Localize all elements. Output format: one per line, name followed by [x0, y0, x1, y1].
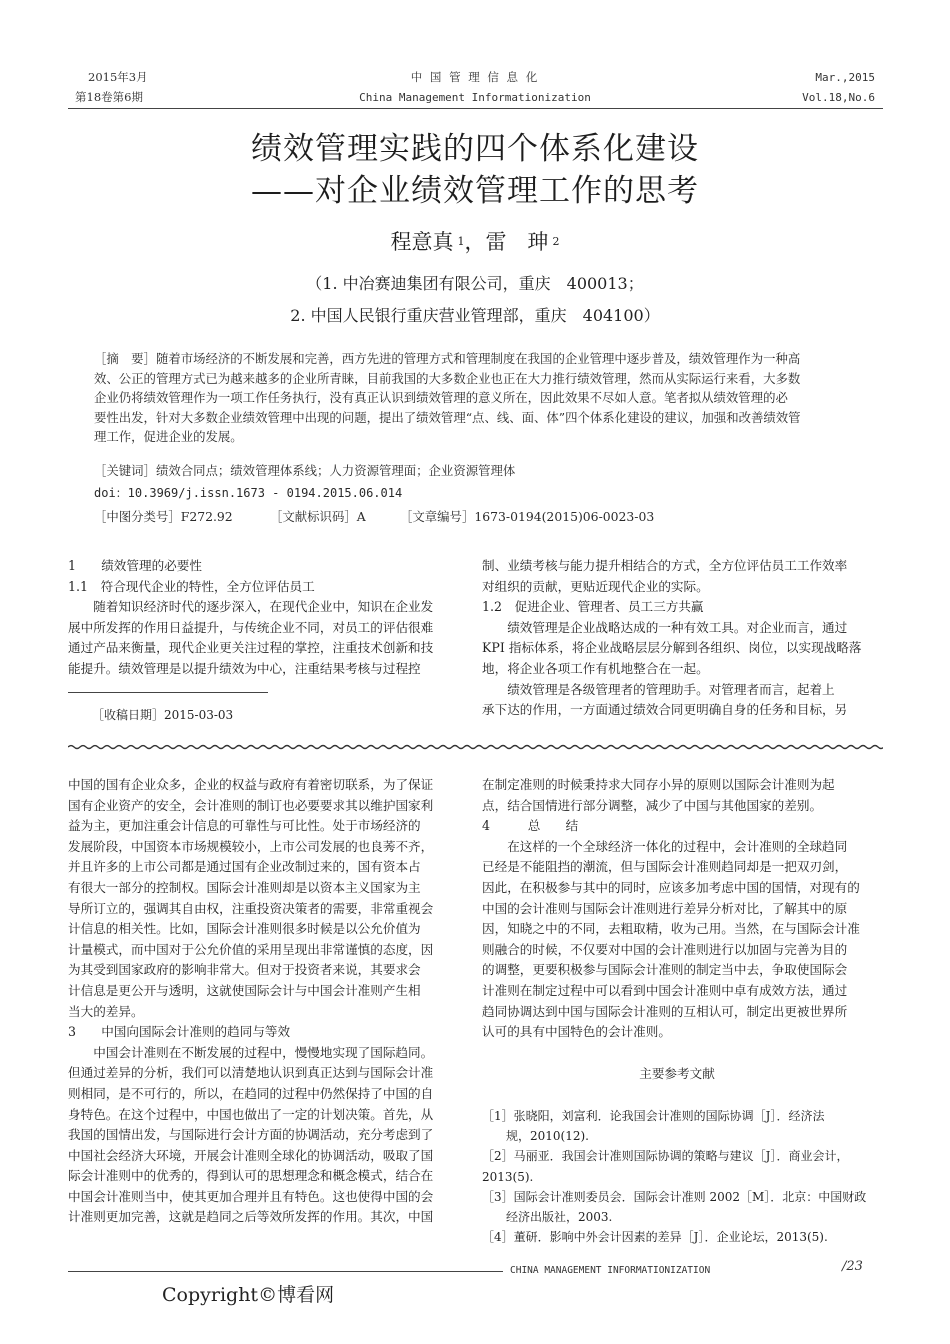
paragraph-line: 身特色。在这个过程中，中国也做出了一定的计划决策。首先，从: [68, 1106, 434, 1122]
copyright-watermark: Copyright©博看网: [162, 1284, 335, 1306]
received-date: ［收稿日期］2015-03-03: [92, 708, 234, 722]
affiliation-1: （1. 中冶赛迪集团有限公司，重庆 400013；: [306, 274, 644, 293]
author-2: 雷 珅: [485, 230, 549, 254]
paragraph-line: 制、业绩考核与能力提升相结合的方式，全方位评估员工工作效率: [482, 558, 848, 573]
reference-item: ［1］张晓阳，刘富利．论我国会计准则的国际协调［J］．经济法: [482, 1109, 825, 1123]
paragraph-line: 则融合的时候，不仅要对中国的会计准则进行以加固与完善为目的: [482, 941, 848, 957]
paragraph-line: 导所订立的，强调其自由权，注重投资决策者的需要，非常重视会: [68, 900, 434, 916]
upper-left-column: [68, 556, 458, 680]
paragraph-line: KPI 指标体系，将企业战略层层分解到各组织、岗位，以实现战略落: [482, 640, 862, 656]
authors: [0, 226, 950, 256]
paragraph-line: 计信息是更公开与透明，这就使国际会计与中国会计准则产生相: [68, 982, 421, 998]
doi: doi：10.3969/j.issn.1673 - 0194.2015.06.014: [94, 486, 403, 500]
paragraph-line: 地，将企业各项工作有机地整合在一起。: [482, 660, 709, 676]
paragraph-line: 发展阶段，中国资本市场规模较小，上市公司发展的也良莠不齐，: [68, 838, 434, 854]
section-heading-1-2: 1.2 促进企业、管理者、员工三方共赢: [482, 599, 704, 615]
references-title: 主要参考文献: [639, 1066, 715, 1081]
paragraph-line: 随着知识经济时代的逐步深入，在现代企业中，知识在企业发: [93, 599, 434, 615]
abstract-line: 效、公正的管理方式已为越来越多的企业所青睐，目前我国的大多数企业也正在大力推行绩效管理，然而从实际运行来看，大多数: [94, 370, 801, 386]
paragraph-line: 能提升。绩效管理是以提升绩效为中心，注重结果考核与过程控: [68, 660, 421, 676]
paragraph-line: 趋同协调达到中国与国际会计准则的互相认可，制定出更被世界所: [482, 1003, 848, 1019]
paragraph-line: 绩效管理是各级管理者的管理助手。对管理者而言，起着上: [507, 681, 835, 697]
paragraph-line: 承下达的作用，一方面通过绩效合同更明确自身的任务和目标，另: [482, 702, 848, 718]
paragraph-line: 国有企业资产的安全，会计准则的制订也必要要求其以维护国家利: [68, 797, 434, 813]
abstract-line: 要性出发，针对大多数企业绩效管理中出现的问题，提出了绩效管理“点、线、面、体”四个体系化建设的建议，加强和改善绩效管: [94, 409, 801, 425]
paragraph-line: 展中所发挥的作用日益提升，与传统企业不同，对员工的评估很难: [68, 619, 434, 635]
abstract-line: 企业仍将绩效管理作为一项工作任务执行，没有真正认识到绩效管理的意义所在，因此效果不尽如人意。笔者拟从绩效管理的必: [94, 390, 788, 405]
paragraph-line: 中国的国有企业众多，企业的权益与政府有着密切联系，为了保证: [68, 777, 434, 792]
paragraph-line: 因此，在积极参与其中的同时，应该多加考虑中国的国情，对现有的: [482, 879, 860, 895]
paragraph-line: 计信息的相关性。比如，国际会计准则很多时候是以公允价值为: [68, 921, 421, 937]
affiliation-2: 2. 中国人民银行重庆营业管理部，重庆 404100）: [290, 306, 660, 325]
article-number: ［文章编号］1673-0194(2015)06-0023-03: [400, 509, 655, 524]
article-title: 绩效管理实践的四个体系化建设: [251, 131, 699, 167]
paragraph-line: 在制定准则的时候秉持求大同存小异的原则以国际会计准则为起: [482, 777, 835, 792]
paragraph-line: 但通过差异的分析，我们可以清楚地认识到真正达到与国际会计准: [68, 1065, 434, 1081]
paragraph-line: 绩效管理是企业战略达成的一种有效工具。对企业而言，通过: [507, 619, 848, 635]
journal-name-en: China Management Informationization: [359, 91, 591, 104]
paragraph-line: 际会计准则中的优秀的，得到认可的思想理念和概念模式，结合在: [68, 1168, 434, 1184]
reference-item: ［4］董研．影响中外会计因素的差异［J］．企业论坛，2013(5).: [482, 1230, 828, 1245]
paragraph-line: 为其受到国家政府的影响非常大。但对于投资者来说，其要求会: [68, 962, 421, 978]
paragraph-line: 已经是不能阻挡的潮流，但与国际会计准则趋同却是一把双刃剑，: [482, 859, 848, 875]
paragraph-line: 中国会计准则当中，使其更加合理并且有特色。这也使得中国的会: [68, 1188, 434, 1204]
paragraph-line: 并且许多的上市公司都是通过国有企业改制过来的，国有资本占: [68, 859, 421, 875]
abstract-line: ［摘 要］随着市场经济的不断发展和完善，西方先进的管理方式和管理制度在我国的企业管理中逐步普及，绩效管理作为一种高: [94, 351, 801, 366]
clc-number: ［中图分类号］F272.92: [94, 509, 233, 524]
paragraph-line: 点，结合国情进行部分调整，减少了中国与其他国家的差别。: [482, 797, 823, 813]
lower-left-column: [68, 775, 458, 1228]
issue-volume-cn: 第18卷第6期: [75, 90, 143, 104]
author-2-affil-mark: 2: [552, 235, 560, 248]
section-heading-1: 1 绩效管理的必要性: [68, 558, 202, 573]
issue-date-cn: 2015年3月: [88, 70, 148, 84]
paragraph-line: 认可的具有中国特色的会计准则。: [482, 1024, 671, 1040]
footer-journal-name: CHINA MANAGEMENT INFORMATIONIZATION: [510, 1265, 711, 1276]
author-1-affil-mark: 1: [457, 235, 465, 248]
section-heading-1-1: 1.1 符合现代企业的特性，全方位评估员工: [68, 578, 315, 594]
footnote-rule: [68, 692, 268, 693]
paragraph-line: 在这样的一个全球经济一体化的过程中，会计准则的全球趋同: [507, 838, 848, 854]
document-code: ［文献标识码］A: [270, 509, 366, 524]
lower-right-column: [482, 775, 872, 1043]
abstract-line: 理工作，促进企业的发展。: [94, 429, 243, 444]
issue-date-en: Mar.,2015: [815, 71, 875, 84]
paragraph-line: 当大的差异。: [68, 1003, 144, 1019]
references-list: [482, 1106, 882, 1247]
issue-volume-en: Vol.18,No.6: [802, 91, 875, 104]
section-heading-4: 4 总 结: [482, 818, 579, 834]
article-subtitle: ——对企业绩效管理工作的思考: [251, 173, 699, 209]
paragraph-line: 对组织的贡献，更贴近现代企业的实际。: [482, 578, 709, 594]
page-number: /23: [842, 1259, 863, 1274]
abstract: [94, 349, 854, 447]
paragraph-line: 中国社会经济大环境，开展会计准则全球化的协调活动，吸取了国: [68, 1147, 434, 1163]
paragraph-line: 有很大一部分的控制权。国际会计准则却是以资本主义国家为主: [68, 879, 421, 895]
paragraph-line: 因，知晓之中的不同，去粗取精，收为己用。当然，在与国际会计准: [482, 921, 860, 937]
paragraph-line: 则相同，是不可行的，所以，在趋同的过程中仍然保持了中国的自: [68, 1085, 434, 1101]
section-heading-3: 3 中国向国际会计准则的趋同与等效: [68, 1024, 291, 1040]
journal-name-cn: 中 国 管 理 信 息 化: [410, 70, 540, 84]
paragraph-line: 通过产品来衡量，现代企业更关注过程的掌控，注重技术创新和技: [68, 640, 434, 656]
paragraph-line: 的调整，更要积极参与国际会计准则的制定当中去，争取使国际会: [482, 962, 848, 978]
paragraph-line: 计准则更加完善，这就是趋同之后等效所发挥的作用。其次，中国: [68, 1209, 434, 1225]
header-rule: [68, 108, 883, 109]
reference-item: ［3］国际会计准则委员会．国际会计准则 2002［M］．北京：中国财政: [482, 1189, 867, 1204]
paragraph-line: 我国的国情出发，与国际进行会计方面的协调活动，充分考虑到了: [68, 1127, 434, 1143]
upper-right-column: [482, 556, 872, 721]
footer-rule: [68, 1271, 503, 1272]
author-separator: ，: [464, 230, 486, 254]
author-1: 程意真: [390, 230, 454, 254]
paragraph-line: 计准则在制定过程中可以看到中国会计准则中卓有成效方法，通过: [482, 982, 848, 998]
reference-item: ［2］马丽亚．我国会计准则国际协调的策略与建议［J］．商业会计，2013(5).: [482, 1149, 849, 1184]
reference-item-cont: 经济出版社，2003.: [506, 1210, 613, 1225]
reference-item-cont: 规，2010(12).: [506, 1129, 589, 1144]
paragraph-line: 益为主，更加注重会计信息的可靠性与可比性。处于市场经济的: [68, 818, 421, 834]
paragraph-line: 中国的会计准则与国际会计准则进行差异分析对比，了解其中的原: [482, 900, 848, 916]
paragraph-line: 中国会计准则在不断发展的过程中，慢慢地实现了国际趋同。: [93, 1044, 434, 1060]
keywords: ［关键词］绩效合同点；绩效管理体系线；人力资源管理面；企业资源管理体: [94, 463, 516, 478]
wavy-divider: [68, 740, 883, 754]
paragraph-line: 计量模式，而中国对于公允价值的采用呈现出非常谨慎的态度，因: [68, 941, 434, 957]
